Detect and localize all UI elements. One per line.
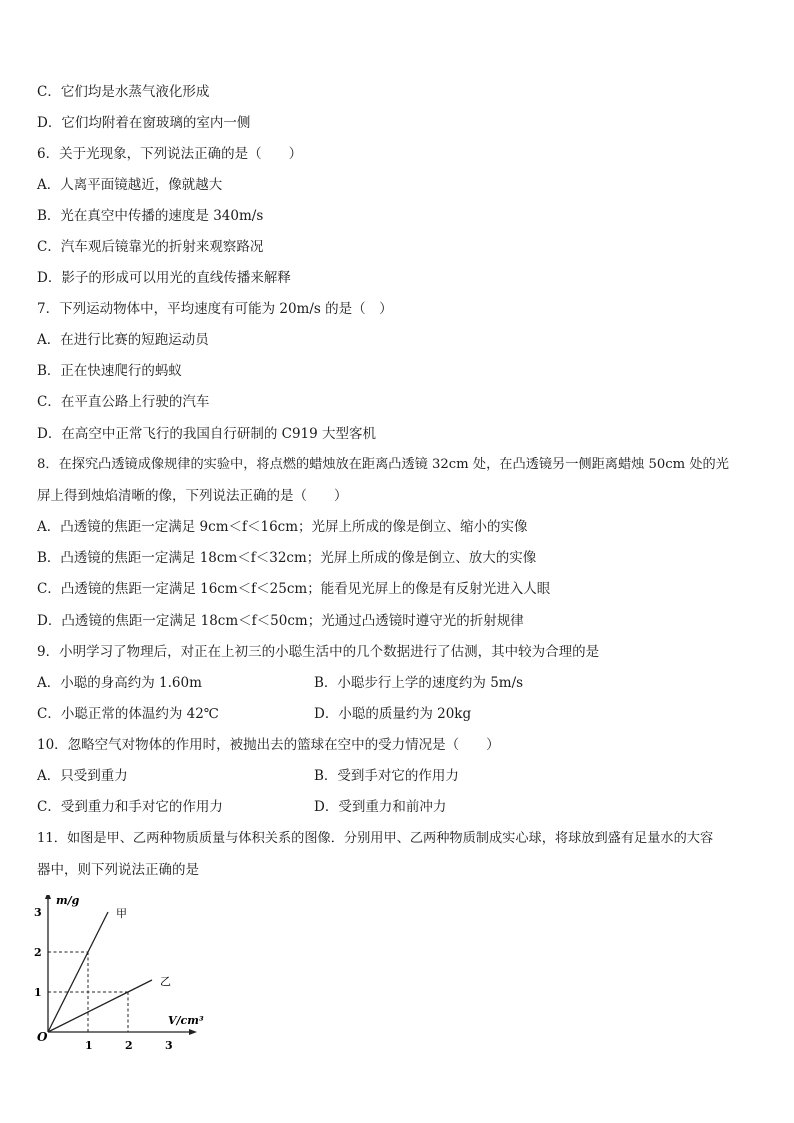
- q7-option-a: A．在进行比赛的短跑运动员: [37, 332, 209, 348]
- x-tick-label: 2: [125, 1039, 133, 1052]
- y-axis-arrow: [45, 895, 51, 899]
- q8-option-b: B．凸透镜的焦距一定满足 18cm＜f＜32cm；光屏上所成的像是倒立、放大的实像: [37, 550, 537, 566]
- q5-option-d: D．它们均附着在窗玻璃的室内一侧: [37, 115, 251, 131]
- q10-option-d: D．受到重力和前冲力: [314, 799, 447, 815]
- q5-option-c: C．它们均是水蒸气液化形成: [37, 84, 210, 100]
- q6-stem: 6．关于光现象，下列说法正确的是（ ）: [37, 146, 303, 162]
- y-tick-label: 1: [34, 986, 42, 999]
- q9-options-row2: [37, 705, 767, 723]
- q8-stem-line2: 屏上得到烛焰清晰的像，下列说法正确的是（ ）: [37, 488, 348, 504]
- q10-options-row1: [37, 767, 767, 785]
- q6-option-d: D．影子的形成可以用光的直线传播来解释: [37, 270, 291, 286]
- q9-options-row1: [37, 674, 767, 692]
- q9-stem: 9．小明学习了物理后，对正在上初三的小聪生活中的几个数据进行了估测，其中较为合理的是: [37, 644, 600, 660]
- y-axis-label: m/g: [56, 895, 80, 907]
- x-tick-label: 1: [85, 1039, 93, 1052]
- q6-option-b: B．光在真空中传播的速度是 340m/s: [37, 208, 264, 224]
- q10-stem: 10．忽略空气对物体的作用时，被抛出去的篮球在空中的受力情况是（ ）: [37, 737, 500, 753]
- graph-series-lines: [48, 907, 171, 1032]
- y-tick-label: 2: [34, 946, 42, 959]
- q6-option-c: C．汽车观后镜靠光的折射来观察路况: [37, 239, 264, 255]
- q7-option-c: C．在平直公路上行驶的汽车: [37, 394, 210, 410]
- q9-option-b: B．小聪步行上学的速度约为 5m/s: [314, 675, 524, 691]
- q10-option-a: A．只受到重力: [37, 768, 128, 784]
- series-line-0: [48, 912, 108, 1032]
- q11-stem-line1: 11．如图是甲、乙两种物质质量与体积关系的图像．分别用甲、乙两种物质制成实心球，将球放到盛有足量水的大容: [37, 831, 714, 846]
- q7-stem: 7．下列运动物体中，平均速度有可能为 20m/s 的是（ ）: [37, 301, 393, 317]
- q9-option-d: D．小聪的质量约为 20kg: [314, 706, 472, 722]
- q6-option-a: A．人离平面镜越近，像就越大: [37, 177, 223, 193]
- q9-option-a: A．小聪的身高约为 1.60m: [37, 675, 202, 691]
- y-tick-label: 3: [34, 906, 42, 919]
- q10-option-b: B．受到手对它的作用力: [314, 768, 459, 784]
- x-axis-arrow: [189, 1029, 197, 1035]
- q8-option-d: D．凸透镜的焦距一定满足 18cm＜f＜50cm；光通过凸透镜时遵守光的折射规律: [37, 613, 524, 629]
- graph-guide-lines: [48, 952, 128, 1032]
- x-tick-label: 3: [165, 1039, 173, 1052]
- q11-stem-line2: 器中，则下列说法正确的是: [37, 862, 199, 878]
- q10-options-row2: [37, 798, 767, 816]
- x-axis-label: V/cm³: [168, 1014, 204, 1027]
- series-label-1: 乙: [160, 975, 171, 988]
- q7-option-d: D．在高空中正常飞行的我国自行研制的 C919 大型客机: [37, 426, 377, 442]
- q8-option-c: C．凸透镜的焦距一定满足 16cm＜f＜25cm；能看见光屏上的像是有反射光进入人眼: [37, 581, 551, 597]
- graph-ticks: [34, 906, 173, 1052]
- mass-volume-graph: [28, 895, 238, 1055]
- series-line-1: [48, 980, 152, 1032]
- q8-stem-line1: 8．在探究凸透镜成像规律的实验中，将点燃的蜡烛放在距离凸透镜 32cm 处，在凸透镜另一侧距离蜡烛 50cm 处的光: [37, 457, 729, 472]
- q7-option-b: B．正在快速爬行的蚂蚁: [37, 363, 182, 379]
- q9-option-c: C．小聪正常的体温约为 42℃: [37, 706, 219, 722]
- q10-option-c: C．受到重力和手对它的作用力: [37, 799, 223, 815]
- q8-option-a: A．凸透镜的焦距一定满足 9cm＜f＜16cm；光屏上所成的像是倒立、缩小的实像: [37, 519, 528, 535]
- origin-label: O: [37, 1030, 48, 1044]
- series-label-0: 甲: [116, 907, 127, 920]
